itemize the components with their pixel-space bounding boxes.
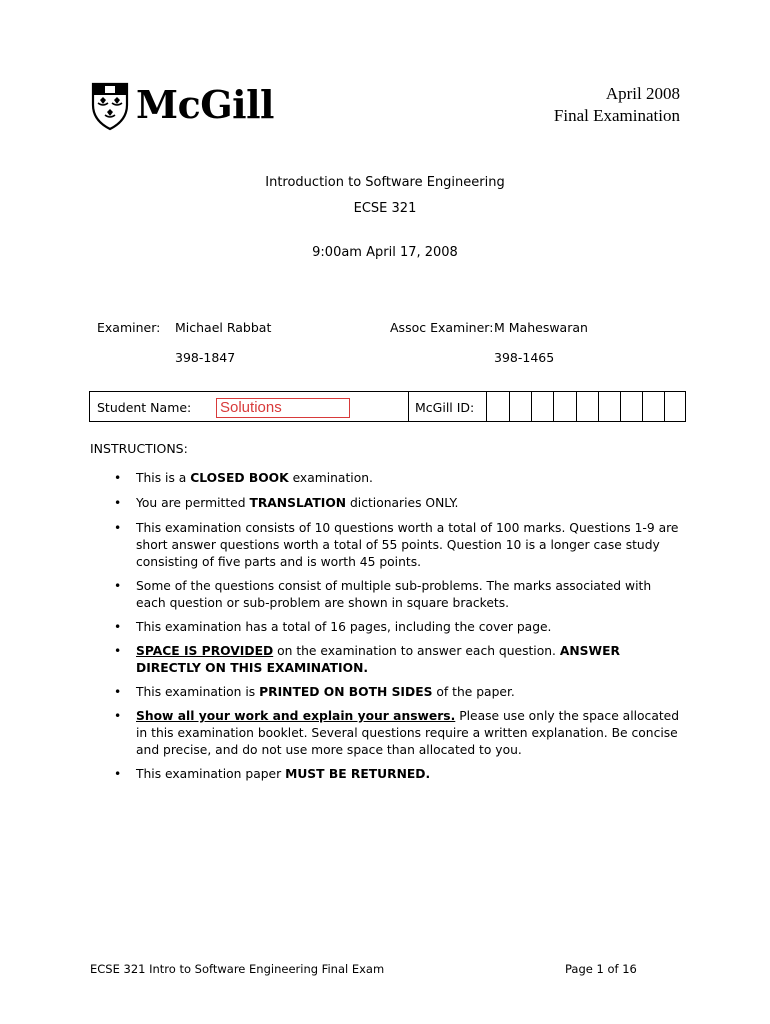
list-item: • SPACE IS PROVIDED on the examination to answer each question. ANSWER DIRECTLY ON THIS EXAMINATION. xyxy=(114,644,620,675)
id-digit-box[interactable] xyxy=(642,392,643,421)
student-name-label: Student Name: xyxy=(97,400,192,415)
footer-course: ECSE 321 Intro to Software Engineering Final Exam xyxy=(90,962,385,976)
id-digit-box[interactable] xyxy=(576,392,577,421)
exam-date: April 2008 xyxy=(605,84,680,103)
logo-wordmark: McGill xyxy=(136,82,274,127)
list-item: • This examination is PRINTED ON BOTH SIDES of the paper. xyxy=(114,685,515,699)
examiner-label: Examiner: xyxy=(97,320,161,335)
assoc-examiner-label: Assoc Examiner: xyxy=(390,320,494,335)
exam-header-info xyxy=(554,83,680,127)
instructions-list xyxy=(90,470,680,790)
exam-datetime: 9:00am April 17, 2008 xyxy=(312,245,458,260)
mcgill-crest-icon xyxy=(90,81,130,131)
assoc-examiner-name: M Maheswaran xyxy=(494,320,588,335)
assoc-examiner-phone: 398-1465 xyxy=(494,350,555,365)
student-name-field[interactable]: Solutions xyxy=(216,398,350,418)
id-digit-box[interactable] xyxy=(531,392,532,421)
footer-page-number: Page 1 of 16 xyxy=(565,962,637,976)
mcgill-id-label: McGill ID: xyxy=(415,400,475,415)
list-item: • This examination consists of 10 questions worth a total of 100 marks. Questions 1-9 are short answer questions worth a total of 55 points. Question 10 is a longer case study consisting of five parts and is worth 45 points. xyxy=(114,521,679,569)
mcgill-logo xyxy=(90,79,290,133)
id-digit-box[interactable] xyxy=(664,392,665,421)
student-info-box xyxy=(89,391,686,422)
id-digit-box[interactable] xyxy=(620,392,621,421)
instructions-heading: INSTRUCTIONS: xyxy=(90,441,188,456)
id-digit-box[interactable] xyxy=(509,392,510,421)
course-title: Introduction to Software Engineering xyxy=(265,175,505,190)
list-item: • Show all your work and explain your answers. Please use only the space allocated in this examination booklet. Several questions require a written explanation. Be concise and precise, and do not use more space than allocated to you. xyxy=(114,709,680,757)
examiner-phone: 398-1847 xyxy=(175,350,236,365)
id-digit-box[interactable] xyxy=(598,392,599,421)
course-code: ECSE 321 xyxy=(353,201,417,216)
list-item: • You are permitted TRANSLATION dictionaries ONLY. xyxy=(114,496,459,510)
id-digit-box[interactable] xyxy=(553,392,554,421)
list-item: • This examination has a total of 16 pages, including the cover page. xyxy=(114,620,552,634)
exam-type: Final Examination xyxy=(553,106,680,125)
examiner-name: Michael Rabbat xyxy=(175,320,272,335)
list-item: • This is a CLOSED BOOK examination. xyxy=(114,471,373,485)
list-item: • This examination paper MUST BE RETURNED. xyxy=(114,767,431,781)
list-item: • Some of the questions consist of multiple sub-problems. The marks associated with each question or sub-problem are shown in square brackets. xyxy=(114,579,652,610)
